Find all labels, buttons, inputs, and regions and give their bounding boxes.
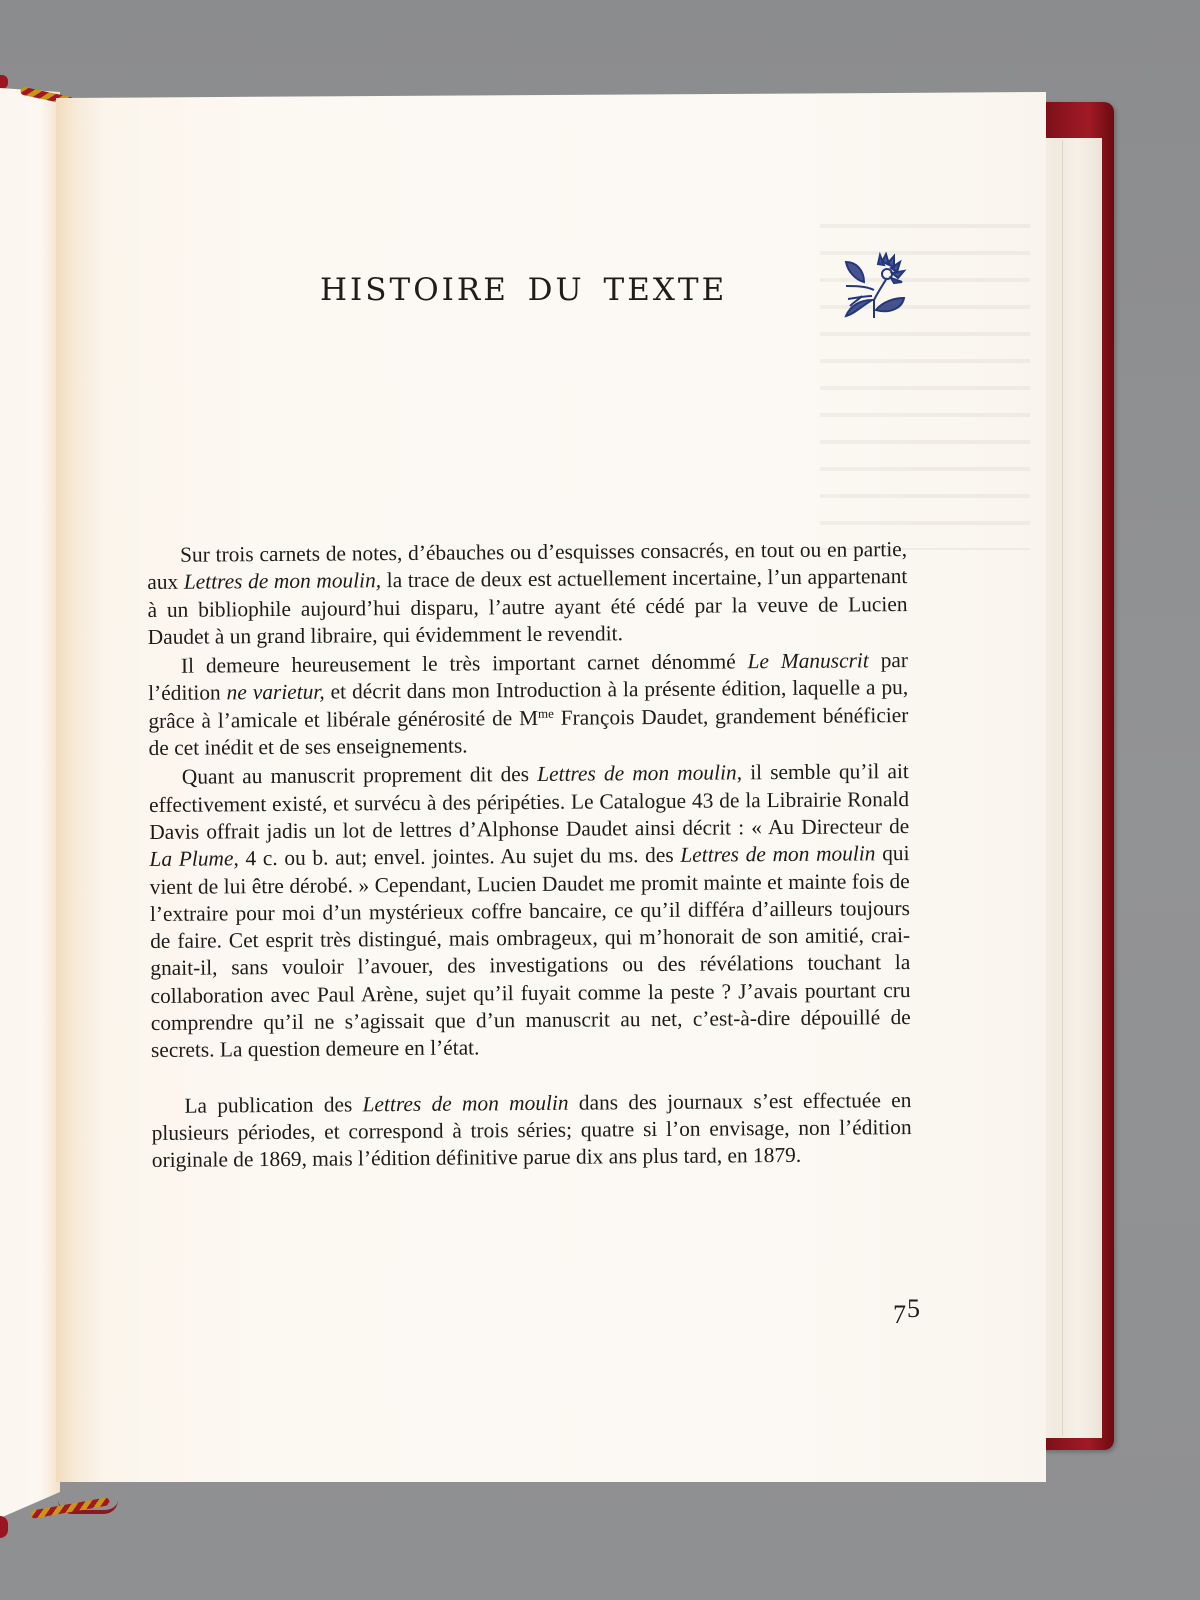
paragraph — [151, 1087, 912, 1175]
headband-knot-top — [0, 75, 8, 89]
paragraph — [147, 536, 908, 651]
floral-ornament-icon — [842, 252, 908, 320]
text-segment: qui vient de lui être dérobé. » Cependant, Lucien Daudet me promit mainte et mainte fois de l’extraire pour moi d’un mystérieux coffre bancaire, ce qu’il différa d’ailleurs toujours de faire. Cet esprit très distingué, mais ombrageux, qui m’honorait de son amitié, crai-gnait-il, sans vouloir l’avouer, des investigations ou des révélations touchant la collaboration avec Paul Arène, sujet qu’il fuyait comme la peste ? J’avais pourtant cru comprendre qu’il ne s’agissait que d’un manuscrit au net, c’est-à-dire dépouillé de secrets. La question demeure en l’état. — [149, 841, 911, 1063]
text-segment: Sur trois carnets de notes, d’ébauches ou d’esquisses consacrés, en tout ou en partie, aux — [147, 537, 908, 595]
chapter-title: HISTOIRE DU TEXTE — [320, 272, 728, 308]
paragraph — [149, 758, 911, 1064]
text-segment: 4 c. ou b. aut; envel. jointes. Au sujet du ms. des — [238, 843, 681, 871]
text-segment: Quant au manuscrit proprement dit des — [181, 762, 538, 790]
body-text — [147, 536, 912, 1174]
page-number — [893, 1294, 921, 1329]
text-segment: Il demeure heureusement le très important carnet dénommé — [180, 649, 748, 678]
italic-title: Lettres de mon moulin, — [537, 760, 743, 787]
text-segment: François Daudet, grandement bénéficier de cet inédit et de ses enseignements. — [148, 702, 909, 761]
italic-title: Lettres de mon moulin — [680, 841, 876, 868]
text-segment: et décrit dans mon Introduction à la présente édition, laquelle a pu, grâce à l’amicale et libérale générosité de M — [148, 675, 909, 733]
italic-title: ne varietur, — [226, 680, 325, 705]
text-segment: La publication des — [184, 1091, 363, 1118]
italic-title: La Plume, — [149, 846, 239, 872]
text-segment: il semble qu’il ait effectivement existé, et survécu à des péripéties. Le Catalogue 43 de la Librairie Ronald Davis offrait jadis un lot de lettres d’Alphonse Daudet ainsi décrit : « Au Directeur de — [148, 759, 910, 844]
paragraph — [148, 647, 909, 762]
italic-title: Le Manuscrit — [747, 648, 869, 674]
page-number-tens: 7 — [893, 1300, 907, 1329]
text-segment: dans des journaux s’est effectuée en plusieurs périodes, et correspond à trois séries; quatre si l’on envisage, non l’édition originale de 1869, mais l’édition définitive parue dix ans plus tard, en 1879. — [151, 1087, 912, 1173]
text-segment: la trace de deux est actuellement incertaine, l’un appartenant à un bibliophile aujourd’hui disparu, l’autre ayant été cédé par la veuve de Lucien Daudet à un grand libraire, qui évidemment le revendit. — [147, 564, 908, 649]
page-block-edge — [1040, 138, 1102, 1438]
superscript-text: me — [537, 705, 554, 721]
page-edge-line — [1062, 140, 1063, 1436]
text-segment: par l’édition — [148, 648, 909, 706]
page-number-units: 5 — [907, 1294, 921, 1323]
italic-title: Lettres de mon moulin, — [183, 568, 382, 595]
left-page — [0, 88, 60, 1518]
headband-knot-bottom — [0, 1516, 8, 1538]
italic-title: Lettres de mon moulin — [362, 1090, 569, 1116]
